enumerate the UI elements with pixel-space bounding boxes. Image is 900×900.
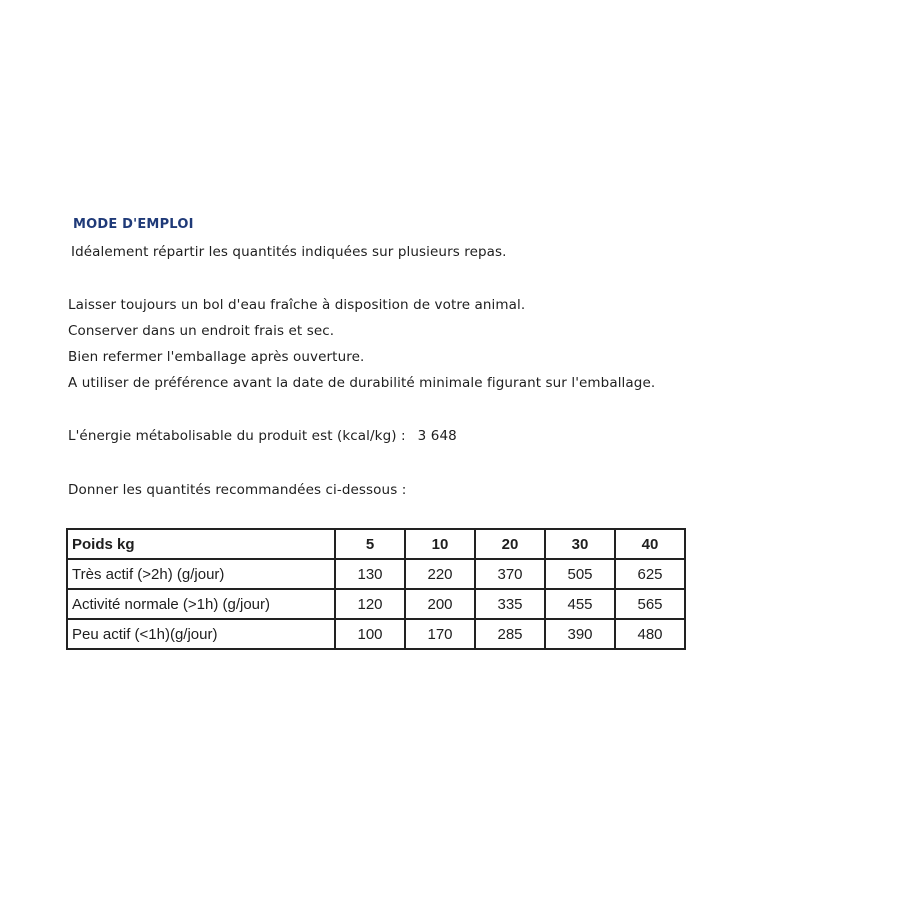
row-label: Très actif (>2h) (g/jour)	[67, 559, 335, 589]
table-cell: 130	[335, 559, 405, 589]
table-cell: 220	[405, 559, 475, 589]
table-header-cell: 5	[335, 529, 405, 559]
section-title: MODE D'EMPLOI	[73, 217, 194, 232]
instruction-close-package: Bien refermer l'emballage après ouverture.	[68, 349, 365, 365]
table-cell: 200	[405, 589, 475, 619]
table-row	[67, 589, 685, 619]
energy-value: 3 648	[417, 428, 457, 444]
table-header-label: Poids kg	[67, 529, 335, 559]
table-cell: 455	[545, 589, 615, 619]
feeding-table	[66, 528, 686, 650]
table-header-cell: 10	[405, 529, 475, 559]
row-label: Peu actif (<1h)(g/jour)	[67, 619, 335, 649]
table-cell: 370	[475, 559, 545, 589]
quantities-intro: Donner les quantités recommandées ci-dessous :	[68, 482, 407, 498]
table-header-cell: 40	[615, 529, 685, 559]
table-header-cell: 30	[545, 529, 615, 559]
table-cell: 480	[615, 619, 685, 649]
table-cell: 565	[615, 589, 685, 619]
energy-label: L'énergie métabolisable du produit est (kcal/kg) :	[68, 428, 406, 444]
table-cell: 625	[615, 559, 685, 589]
table-cell: 100	[335, 619, 405, 649]
table-cell: 120	[335, 589, 405, 619]
table-cell: 170	[405, 619, 475, 649]
table-row	[67, 619, 685, 649]
instruction-best-before: A utiliser de préférence avant la date de durabilité minimale figurant sur l'emballage.	[68, 375, 656, 391]
instruction-water: Laisser toujours un bol d'eau fraîche à disposition de votre animal.	[68, 297, 526, 313]
intro-text: Idéalement répartir les quantités indiquées sur plusieurs repas.	[71, 244, 507, 260]
table-header-row	[67, 529, 685, 559]
table-header-cell: 20	[475, 529, 545, 559]
table-cell: 505	[545, 559, 615, 589]
instruction-storage: Conserver dans un endroit frais et sec.	[68, 323, 335, 339]
table-row	[67, 559, 685, 589]
table-cell: 390	[545, 619, 615, 649]
row-label: Activité normale (>1h) (g/jour)	[67, 589, 335, 619]
energy-line	[68, 428, 457, 444]
table-cell: 335	[475, 589, 545, 619]
table-cell: 285	[475, 619, 545, 649]
